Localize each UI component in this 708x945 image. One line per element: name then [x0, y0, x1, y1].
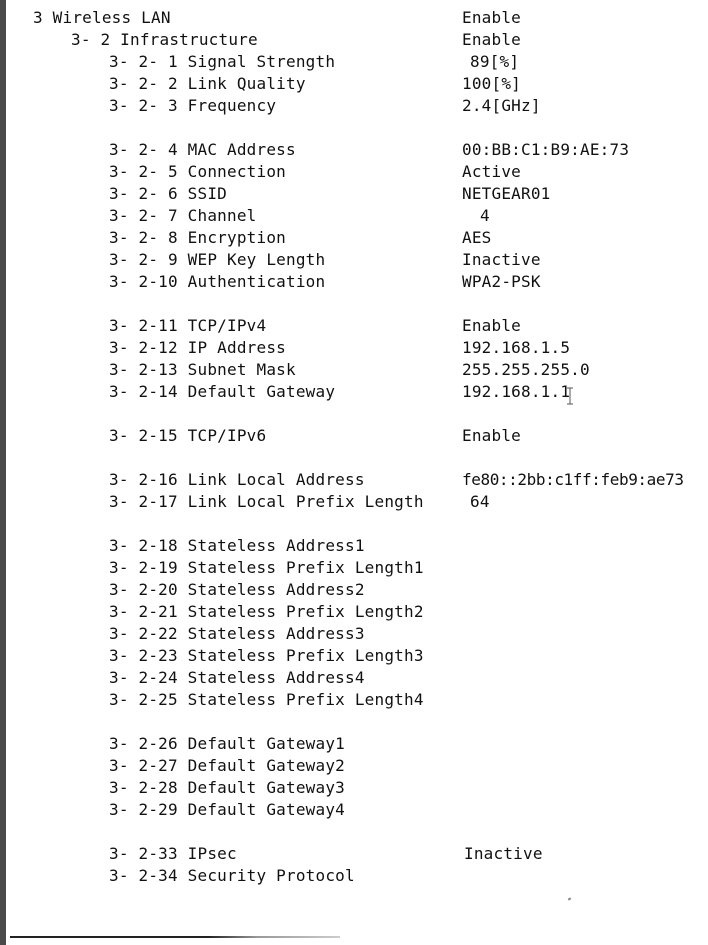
- setting-value: 192.168.1.1: [462, 382, 571, 401]
- setting-label: 3- 2-11 TCP/IPv4: [109, 316, 267, 335]
- setting-label: 3- 2-24 Stateless Address4: [109, 668, 365, 687]
- row-security-protocol: [0, 865, 708, 887]
- setting-label: 3- 2- 8 Encryption: [109, 228, 286, 247]
- setting-label: 3- 2- 5 Connection: [109, 162, 286, 181]
- setting-value: 192.168.1.5: [462, 338, 571, 357]
- setting-label: 3- 2-16 Link Local Address: [109, 470, 365, 489]
- setting-value: AES: [462, 228, 492, 247]
- setting-label: 3- 2-27 Default Gateway2: [109, 756, 345, 775]
- setting-value: WPA2-PSK: [462, 272, 541, 291]
- row-stateless-address2: [0, 579, 708, 601]
- setting-label: 3- 2-14 Default Gateway: [109, 382, 336, 401]
- row-link-local-prefix-length: [0, 491, 708, 513]
- setting-label: 3- 2-15 TCP/IPv6: [109, 426, 267, 445]
- row-signal-strength: [0, 51, 708, 73]
- row-tcp-ipv4: [0, 315, 708, 337]
- row-frequency: [0, 95, 708, 117]
- setting-value: Enable: [462, 316, 521, 335]
- setting-value: fe80::2bb:c1ff:feb9:ae73: [462, 470, 684, 489]
- setting-label: 3- 2-21 Stateless Prefix Length2: [109, 602, 424, 621]
- row-tcp-ipv6: [0, 425, 708, 447]
- setting-label: 3- 2-18 Stateless Address1: [109, 536, 365, 555]
- setting-label: 3- 2- 2 Link Quality: [109, 74, 306, 93]
- setting-value: 64: [470, 492, 490, 511]
- row-default-gateway: [0, 381, 708, 403]
- setting-label: 3- 2-26 Default Gateway1: [109, 734, 345, 753]
- setting-label: 3- 2-10 Authentication: [109, 272, 326, 291]
- setting-label: 3- 2- 3 Frequency: [109, 96, 277, 115]
- setting-label: 3- 2- 6 SSID: [109, 184, 227, 203]
- setting-value: 89[%]: [470, 52, 520, 71]
- row-authentication: [0, 271, 708, 293]
- setting-value: Enable: [462, 30, 521, 49]
- setting-value: 255.255.255.0: [462, 360, 590, 379]
- text-cursor-icon: [565, 384, 575, 406]
- setting-label: 3- 2- 4 MAC Address: [109, 140, 296, 159]
- row-ip-address: [0, 337, 708, 359]
- setting-label: 3- 2-33 IPsec: [109, 844, 237, 863]
- row-stateless-address3: [0, 623, 708, 645]
- row-subnet-mask: [0, 359, 708, 381]
- row-encryption: [0, 227, 708, 249]
- setting-label: 3- 2-28 Default Gateway3: [109, 778, 345, 797]
- row-link-quality: [0, 73, 708, 95]
- row-default-gateway4: [0, 799, 708, 821]
- footer-rule: [10, 936, 340, 938]
- row-stateless-address1: [0, 535, 708, 557]
- row-connection: [0, 161, 708, 183]
- setting-value: Active: [462, 162, 521, 181]
- setting-value: 100[%]: [462, 74, 521, 93]
- row-mac-address: [0, 139, 708, 161]
- setting-label: 3- 2 Infrastructure: [71, 30, 258, 49]
- setting-value: 4: [480, 206, 490, 225]
- row-infrastructure: [0, 29, 708, 51]
- row-channel: [0, 205, 708, 227]
- row-stateless-prefix-length1: [0, 557, 708, 579]
- setting-label: 3- 2- 9 WEP Key Length: [109, 250, 326, 269]
- setting-label: 3- 2-34 Security Protocol: [109, 866, 355, 885]
- row-ipsec: [0, 843, 708, 865]
- setting-value: Enable: [462, 8, 521, 27]
- setting-label: 3- 2- 7 Channel: [109, 206, 257, 225]
- setting-value: 00:BB:C1:B9:AE:73: [462, 140, 630, 159]
- setting-value: Inactive: [462, 250, 541, 269]
- setting-label: 3- 2-13 Subnet Mask: [109, 360, 296, 379]
- setting-value: Enable: [462, 426, 521, 445]
- setting-label: 3- 2-17 Link Local Prefix Length: [109, 492, 424, 511]
- row-stateless-prefix-length2: [0, 601, 708, 623]
- setting-label: 3- 2- 1 Signal Strength: [109, 52, 336, 71]
- row-link-local-address: [0, 469, 708, 491]
- setting-label: 3- 2-23 Stateless Prefix Length3: [109, 646, 424, 665]
- row-wep-key-length: [0, 249, 708, 271]
- setting-value: 2.4[GHz]: [462, 96, 541, 115]
- setting-value: NETGEAR01: [462, 184, 551, 203]
- setting-label: 3- 2-29 Default Gateway4: [109, 800, 345, 819]
- row-wireless-lan: [0, 7, 708, 29]
- setting-label: 3- 2-25 Stateless Prefix Length4: [109, 690, 424, 709]
- scan-speck: [568, 897, 572, 900]
- row-default-gateway3: [0, 777, 708, 799]
- setting-label: 3 Wireless LAN: [33, 8, 171, 27]
- setting-label: 3- 2-12 IP Address: [109, 338, 286, 357]
- row-stateless-prefix-length4: [0, 689, 708, 711]
- row-stateless-prefix-length3: [0, 645, 708, 667]
- row-default-gateway2: [0, 755, 708, 777]
- row-ssid: [0, 183, 708, 205]
- row-stateless-address4: [0, 667, 708, 689]
- row-default-gateway1: [0, 733, 708, 755]
- setting-label: 3- 2-20 Stateless Address2: [109, 580, 365, 599]
- setting-label: 3- 2-22 Stateless Address3: [109, 624, 365, 643]
- setting-value: Inactive: [464, 844, 543, 863]
- setting-label: 3- 2-19 Stateless Prefix Length1: [109, 558, 424, 577]
